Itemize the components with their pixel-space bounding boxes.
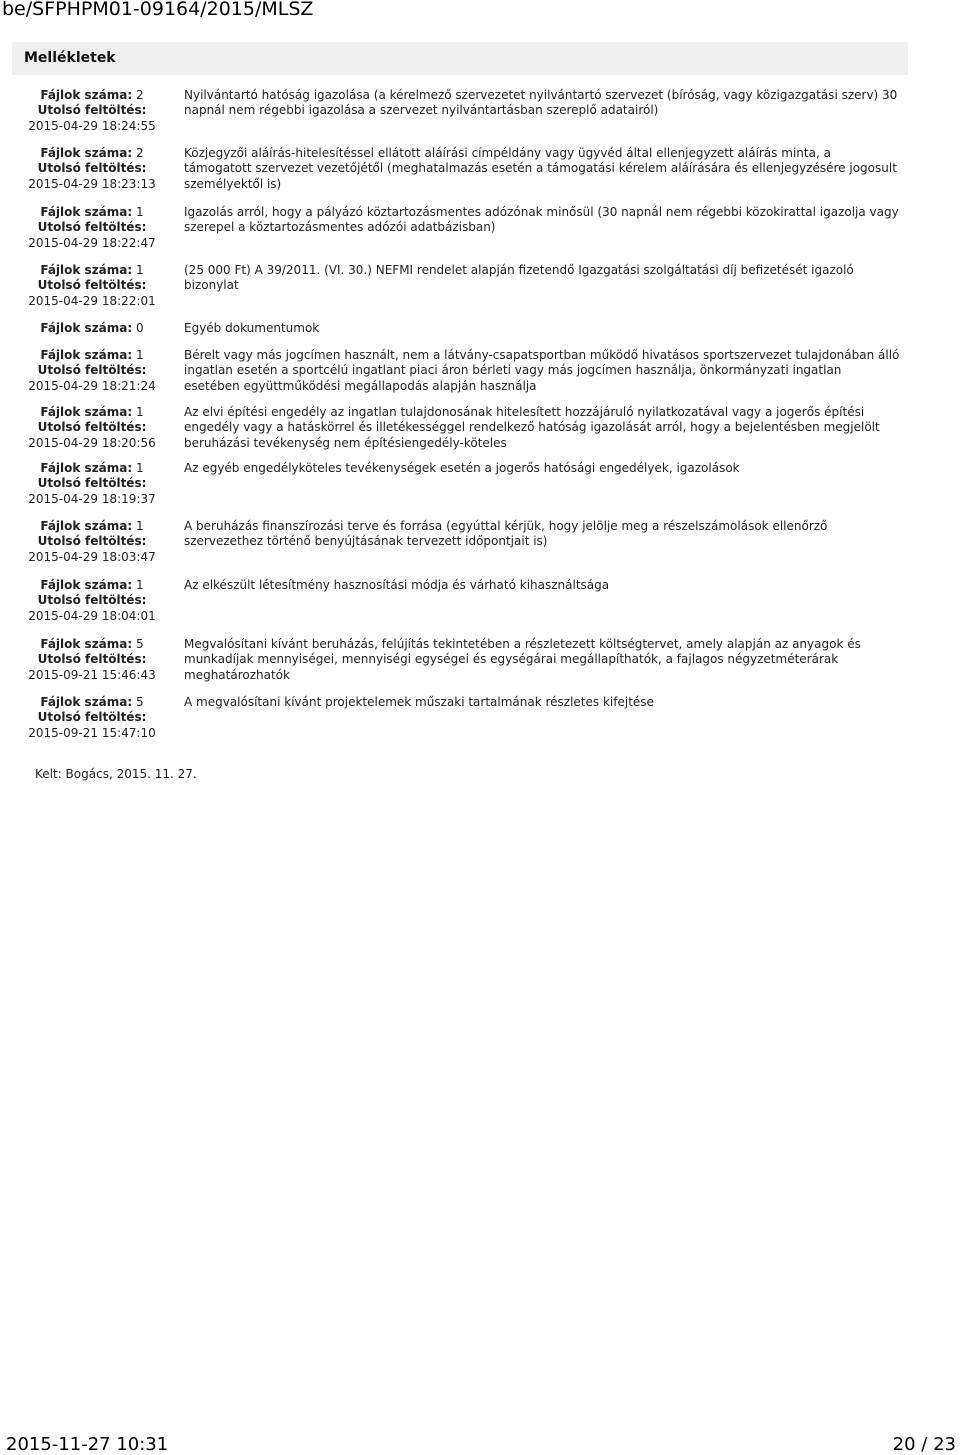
footer-page-number: 20 / 23 xyxy=(892,1434,956,1455)
last-upload-label-text: Utolsó feltöltés: xyxy=(37,652,147,667)
last-upload-label xyxy=(14,476,170,491)
last-upload-label xyxy=(14,220,170,235)
file-count-value: 5 xyxy=(136,695,144,709)
last-upload-date: 2015-04-29 18:22:01 xyxy=(28,293,156,308)
attachment-meta xyxy=(14,637,170,683)
file-count-line xyxy=(14,519,170,534)
last-upload-date: 2015-04-29 18:04:01 xyxy=(28,608,156,623)
attachment-meta xyxy=(14,578,170,624)
last-upload-date: 2015-09-21 15:46:43 xyxy=(28,667,156,682)
file-count-label: Fájlok száma: xyxy=(40,263,133,277)
last-upload-label-text: Utolsó feltöltés: xyxy=(37,278,147,293)
file-count-line xyxy=(14,205,170,220)
attachment-meta xyxy=(14,405,170,451)
file-count-value: 1 xyxy=(136,461,144,475)
attachment-description: Az elvi építési engedély az ingatlan tulajdonosának hitelesített hozzájáruló nyilatkozatával vagy a jogerős építési engedély vagy a hatáskörrel és illetékességgel rendelkező hatóság igazolását arról, hogy a bejelentésben megjelölt beruházási tevékenység nem építésiengedély-köteles xyxy=(184,405,880,450)
attachment-meta xyxy=(14,263,170,309)
attachment-description: Az egyéb engedélyköteles tevékenységek esetén a jogerős hatósági engedélyek, igazolások xyxy=(184,461,740,475)
last-upload-label xyxy=(14,710,170,725)
file-count-line xyxy=(14,146,170,161)
attachment-description: Nyilvántartó hatóság igazolása (a kérelmező szervezetet nyilvántartó szervezet (bíróság, vagy közigazgatási szerv) 30 napnál nem régebbi igazolása a szervezet nyilvántartásban szereplő adatairól) xyxy=(184,88,898,118)
attachment-description: A beruházás finanszírozási terve és forrása (egyúttal kérjük, hogy jelölje meg a részelszámolások ellenőrző szervezethez történő benyújtásának tervezett időpontjait is) xyxy=(184,519,828,549)
last-upload-date: 2015-09-21 15:47:10 xyxy=(28,725,156,740)
attachment-meta xyxy=(14,519,170,565)
attachment-description: Bérelt vagy más jogcímen használt, nem a látvány-csapatsportban működő hivatásos sportszervezet tulajdonában álló ingatlan esetén a sportcélú ingatlant piaci áron bérleti vagy más jogcímen használja, önkormányzati ingatlan esetében együttműködési megállapodás alapján használja xyxy=(184,348,900,393)
last-upload-label-text: Utolsó feltöltés: xyxy=(37,710,147,725)
file-count-value: 2 xyxy=(136,88,144,102)
attachment-description: Egyéb dokumentumok xyxy=(184,321,320,335)
last-upload-label xyxy=(14,420,170,435)
footer-timestamp: 2015-11-27 10:31 xyxy=(6,1434,169,1455)
file-count-label: Fájlok száma: xyxy=(40,578,133,592)
last-upload-label-text: Utolsó feltöltés: xyxy=(37,534,147,549)
file-count-label: Fájlok száma: xyxy=(40,321,133,335)
file-count-line xyxy=(14,405,170,420)
file-count-line xyxy=(14,695,170,710)
file-count-label: Fájlok száma: xyxy=(40,405,133,419)
file-count-value: 1 xyxy=(136,578,144,592)
file-count-value: 1 xyxy=(136,263,144,277)
file-count-value: 0 xyxy=(136,321,144,335)
file-count-value: 1 xyxy=(136,405,144,419)
file-count-label: Fájlok száma: xyxy=(40,637,133,651)
last-upload-date: 2015-04-29 18:24:55 xyxy=(28,118,156,133)
file-count-label: Fájlok száma: xyxy=(40,461,133,475)
file-count-label: Fájlok száma: xyxy=(40,348,133,362)
attachment-meta xyxy=(14,348,170,394)
attachment-description: Az elkészült létesítmény hasznosítási módja és várható kihasználtsága xyxy=(184,578,610,592)
last-upload-date: 2015-04-29 18:20:56 xyxy=(28,435,156,450)
file-count-label: Fájlok száma: xyxy=(40,88,133,102)
attachment-meta xyxy=(14,146,170,192)
file-count-label: Fájlok száma: xyxy=(40,519,133,533)
last-upload-date: 2015-04-29 18:19:37 xyxy=(28,491,156,506)
attachment-meta xyxy=(14,461,170,507)
file-count-label: Fájlok száma: xyxy=(40,205,133,219)
last-upload-label xyxy=(14,161,170,176)
file-count-line xyxy=(14,348,170,363)
file-count-line xyxy=(14,88,170,103)
section-title: Mellékletek xyxy=(24,50,116,66)
signature-place-date: Kelt: Bogács, 2015. 11. 27. xyxy=(35,767,197,781)
file-count-value: 1 xyxy=(136,205,144,219)
last-upload-date: 2015-04-29 18:21:24 xyxy=(28,378,156,393)
last-upload-label xyxy=(14,363,170,378)
file-count-line xyxy=(14,637,170,652)
attachment-meta xyxy=(14,695,170,741)
last-upload-label-text: Utolsó feltöltés: xyxy=(37,161,147,176)
attachment-description: A megvalósítani kívánt projektelemek műszaki tartalmának részletes kifejtése xyxy=(184,695,654,709)
last-upload-label xyxy=(14,534,170,549)
file-count-value: 1 xyxy=(136,348,144,362)
last-upload-label-text: Utolsó feltöltés: xyxy=(37,103,147,118)
attachment-meta xyxy=(14,205,170,251)
last-upload-date: 2015-04-29 18:23:13 xyxy=(28,176,156,191)
attachment-meta xyxy=(14,88,170,134)
section-header xyxy=(12,42,908,75)
attachment-description: Megvalósítani kívánt beruházás, felújítás tekintetében a részletezett költségtervet, amely alapján az anyagok és munkadíjak mennyiségei, mennyiségi egységei és egységárai megállapíthatók, a fajlagos négyzetméterárak meghatározhatók xyxy=(184,637,861,682)
file-count-label: Fájlok száma: xyxy=(40,146,133,160)
last-upload-label xyxy=(14,593,170,608)
last-upload-date: 2015-04-29 18:22:47 xyxy=(28,235,156,250)
last-upload-label-text: Utolsó feltöltés: xyxy=(37,593,147,608)
last-upload-label xyxy=(14,103,170,118)
attachment-description: Igazolás arról, hogy a pályázó köztartozásmentes adózónak minősül (30 napnál nem régebbi közokirattal igazolja vagy szerepel a köztartozásmentes adózói adatbázisban) xyxy=(184,205,899,235)
file-count-line xyxy=(14,578,170,593)
file-count-value: 5 xyxy=(136,637,144,651)
file-count-value: 1 xyxy=(136,519,144,533)
last-upload-label xyxy=(14,278,170,293)
last-upload-label xyxy=(14,652,170,667)
file-count-label: Fájlok száma: xyxy=(40,695,133,709)
attachment-description: (25 000 Ft) A 39/2011. (VI. 30.) NEFMI rendelet alapján fizetendő Igazgatási szolgáltatási díj befizetését igazoló bizonylat xyxy=(184,263,854,293)
last-upload-date: 2015-04-29 18:03:47 xyxy=(28,549,156,564)
document-reference: be/SFPHPM01-09164/2015/MLSZ xyxy=(2,0,314,20)
last-upload-label-text: Utolsó feltöltés: xyxy=(37,476,147,491)
file-count-value: 2 xyxy=(136,146,144,160)
file-count-line xyxy=(14,461,170,476)
last-upload-label-text: Utolsó feltöltés: xyxy=(37,420,147,435)
last-upload-label-text: Utolsó feltöltés: xyxy=(37,220,147,235)
attachment-meta xyxy=(14,321,170,336)
file-count-line xyxy=(14,321,170,336)
attachment-description: Közjegyzői aláírás-hitelesítéssel ellátott aláírási címpéldány vagy ügyvéd által ellenjegyzett aláírás minta, a támogatott szervezet vezetőjétől (meghatalmazás esetén a támogatási kérelem aláírására és ellenjegyzésére jogosult személyektől is) xyxy=(184,146,897,191)
last-upload-label-text: Utolsó feltöltés: xyxy=(37,363,147,378)
file-count-line xyxy=(14,263,170,278)
